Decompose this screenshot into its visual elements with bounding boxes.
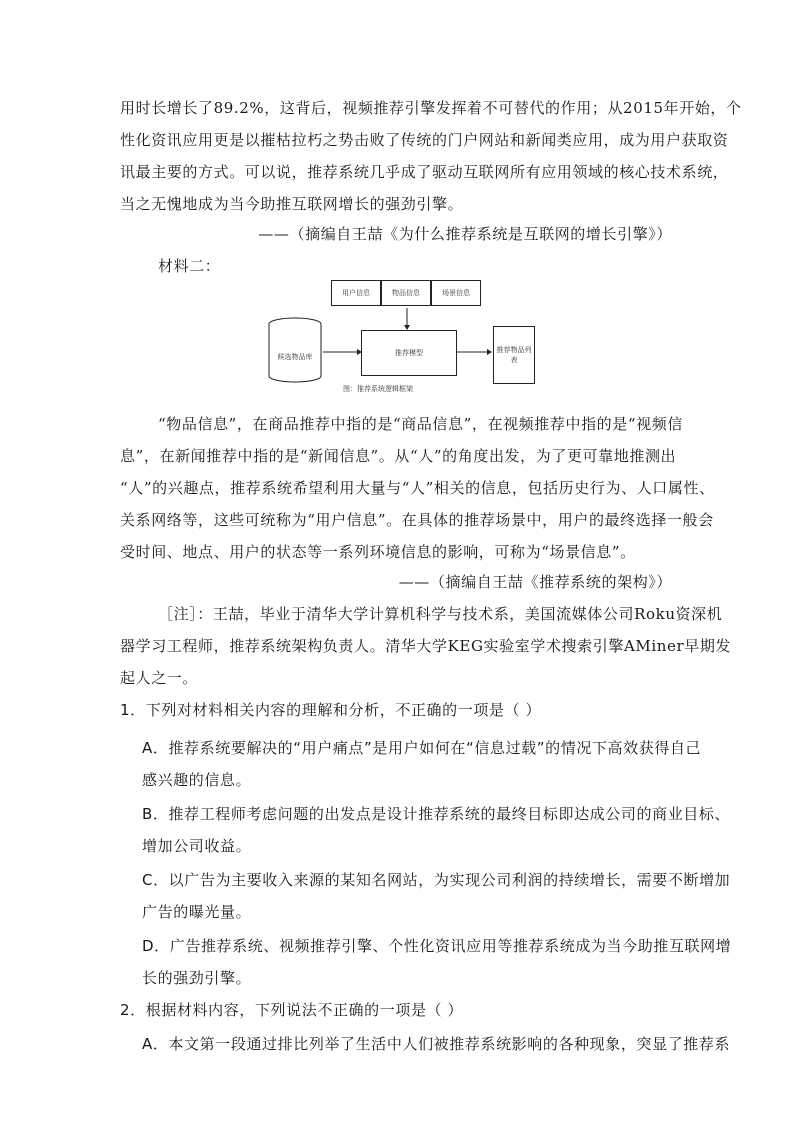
database-cylinder-icon bbox=[269, 318, 321, 382]
note-line: 器学习工程师，推荐系统架构负责人。清华大学KEG实验室学术搜索引擎AMiner早期发 bbox=[120, 637, 732, 655]
paragraph-line: 讯最主要的方式。可以说，推荐系统几乎成了驱动互联网所有应用领域的核心技术系统， bbox=[120, 163, 729, 181]
material-label: 材料二： bbox=[158, 257, 221, 275]
option-d-cont: 长的强劲引擎。 bbox=[142, 969, 252, 987]
paragraph-line: 用时长增长了89.2%，这背后，视频推荐引擎发挥着不可替代的作用；从2015年开始，个 bbox=[120, 99, 742, 117]
paragraph-line: “人”的兴趣点，推荐系统希望利用大量与“人”相关的信息，包括历史行为、人口属性、 bbox=[120, 479, 715, 497]
option-a-cont: 感兴趣的信息。 bbox=[142, 771, 252, 789]
paragraph-line: “物品信息”，在商品推荐中指的是“商品信息”，在视频推荐中指的是“视频信 bbox=[158, 415, 683, 433]
option-b: B．推荐工程师考虑问题的出发点是设计推荐系统的最终目标即达成公司的商业目标、 bbox=[142, 805, 731, 823]
option-d: D．广告推荐系统、视频推荐引擎、个性化资讯应用等推荐系统成为当今助推互联网增 bbox=[142, 937, 732, 955]
option-b-cont: 增加公司收益。 bbox=[142, 837, 252, 855]
paragraph-line: 性化资讯应用更是以摧枯拉朽之势击败了传统的门户网站和新闻类应用，成为用户获取资 bbox=[120, 131, 729, 149]
recommendation-framework-diagram bbox=[255, 268, 535, 398]
paragraph-line: 当之无愧地成为当今助推互联网增长的强劲引擎。 bbox=[120, 195, 464, 213]
diagram-caption: 图：推荐系统逻辑框架 bbox=[343, 385, 413, 393]
user-info-box: 用户信息 bbox=[331, 280, 381, 306]
option-a: A．本文第一段通过排比列举了生活中人们被推荐系统影响的各种现象，突显了推荐系 bbox=[142, 1035, 731, 1053]
option-c-cont: 广告的曝光量。 bbox=[142, 903, 252, 921]
question-stem: 2．根据材料内容，下列说法不正确的一项是（ ） bbox=[120, 1001, 464, 1019]
option-c: C．以广告为主要收入来源的某知名网站，为实现公司利润的持续增长，需要不断增加 bbox=[142, 871, 731, 889]
paragraph-line: 息”，在新闻推荐中指的是“新闻信息”。从“人”的角度出发，为了更可靠地推测出 bbox=[120, 447, 677, 465]
candidate-db-label: 候选物品库 bbox=[277, 353, 313, 361]
source-citation: ——（摘编自王喆《推荐系统的架构》） bbox=[398, 573, 672, 591]
recommendation-model-box: 推荐模型 bbox=[361, 330, 457, 376]
source-citation: ——（摘编自王喆《为什么推荐系统是互联网的增长引擎》） bbox=[258, 225, 672, 243]
note-line: ［注］：王喆，毕业于清华大学计算机科学与技术系，美国流媒体公司Roku资深机 bbox=[158, 605, 723, 623]
item-info-box: 物品信息 bbox=[381, 280, 431, 306]
option-a: A．推荐系统要解决的“用户痛点”是用户如何在“信息过载”的情况下高效获得自己 bbox=[142, 739, 702, 757]
paragraph-line: 受时间、地点、用户的状态等一系列环境信息的影响，可称为“场景信息”。 bbox=[120, 543, 636, 561]
scene-info-box: 场景信息 bbox=[431, 280, 481, 306]
question-stem: 1．下列对材料相关内容的理解和分析，不正确的一项是（ ） bbox=[120, 701, 542, 719]
paragraph-line: 关系网络等，这些可统称为“用户信息”。在具体的推荐场景中，用户的最终选择一般会 bbox=[120, 511, 714, 529]
recommended-list-box: 推荐物品列表 bbox=[493, 326, 535, 384]
note-line: 起人之一。 bbox=[120, 669, 199, 687]
